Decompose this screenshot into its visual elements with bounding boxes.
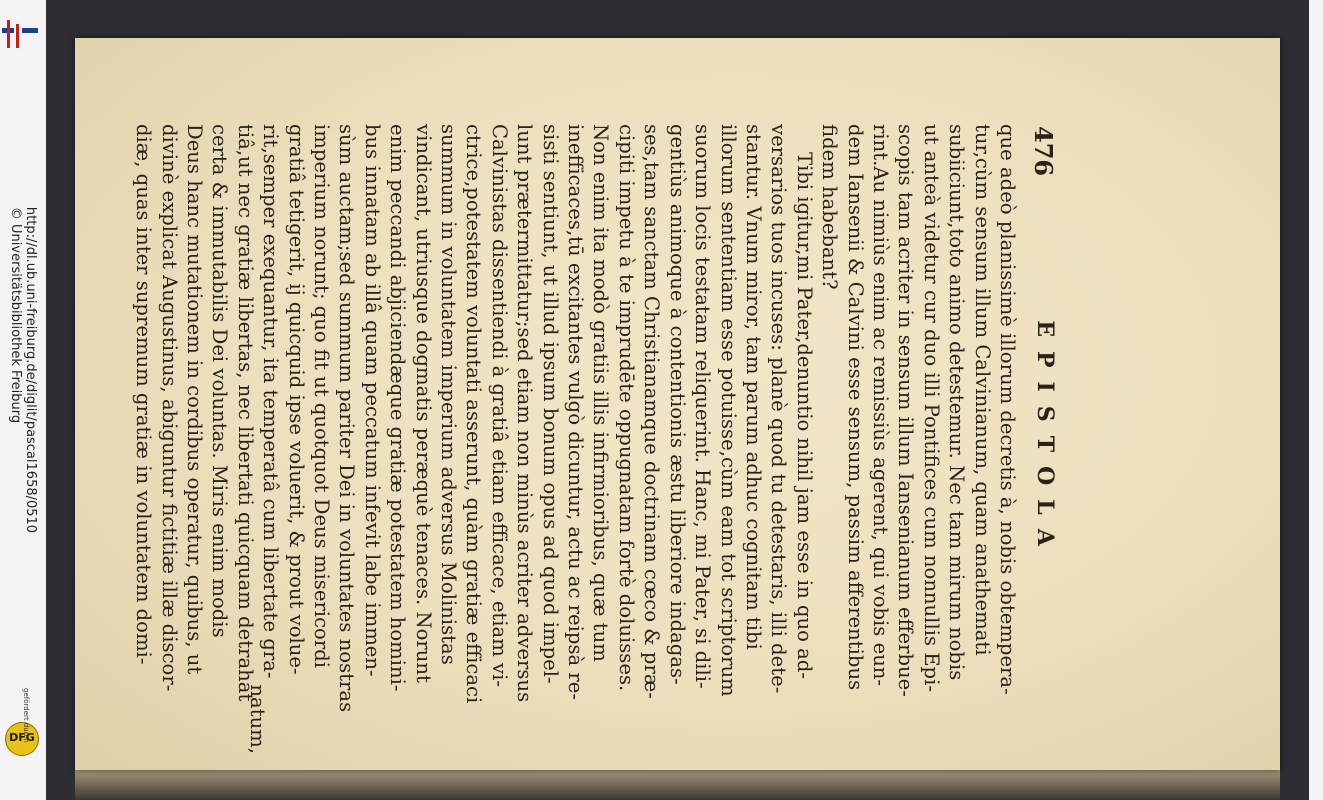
text-line: enim peccandi abjiciendæque gratiæ potestatem homini- bbox=[386, 124, 410, 692]
text-line: summum in voluntatem imperium adversus Molinistas bbox=[437, 124, 461, 665]
text-line: cipiti impetu à te imprudēte oppugnatam fortè doluisses. bbox=[614, 124, 638, 692]
text-line: scopis tam acriter in sensum illum Iansenianum efferbue- bbox=[894, 124, 918, 697]
text-line: Tibi igitur,mi Pater,denuntio nihil jam esse in quo ad- bbox=[792, 152, 816, 680]
page-number: 476 bbox=[1029, 126, 1058, 177]
sidebar-vertical-text bbox=[8, 207, 38, 533]
text-line: fidem habebant? bbox=[818, 124, 842, 290]
text-line: Calvinistas dissentiendi à gratiâ etiam efficace, etiam vi- bbox=[487, 124, 511, 688]
page-text-block bbox=[132, 120, 1060, 760]
dfg-funding-note: gefördert durch bbox=[22, 688, 30, 743]
digital-object-url[interactable]: http://dl.ub.uni-freiburg.de/diglit/pascal1658/0510 bbox=[23, 206, 39, 534]
text-line: diæ, quas inter supremum gratiæ in voluntatem domi- bbox=[132, 124, 156, 665]
running-header: EPISTOLA bbox=[1032, 320, 1058, 560]
text-line: gratiâ tetigerit, ij quicquid ipse voluerit, & prout volue- bbox=[284, 124, 308, 675]
text-line: ses,tam sanctam Christianamque doctrinam cœco & præ- bbox=[640, 124, 664, 699]
text-line: suorum locis testatam reliquerint. Hanc, mi Pater, si dili- bbox=[691, 124, 715, 689]
text-line: lunt prætermittatur;sed etiam non minùs acriter adversus bbox=[513, 124, 537, 703]
text-line: gentiùs animoque à contentionis æstu liberiore indagas- bbox=[665, 124, 689, 685]
text-line: que adeò planissimè illorum decretis à, nobis obtempera- bbox=[996, 124, 1019, 695]
text-line: subiiciunt,toto animo detestemur. Nec tam mirum nobis bbox=[945, 124, 969, 681]
text-line: dem Iansenii & Calvini esse sensum, passim afferentibus bbox=[843, 124, 867, 691]
left-info-strip bbox=[0, 0, 46, 800]
catchword: natum, bbox=[246, 684, 269, 754]
text-line: vindicant, utriusque dogmatis peræquè tenaces. Norunt bbox=[411, 124, 435, 683]
text-line: illorum sententiam esse potuisse,cùm eam tot scriptorum bbox=[716, 124, 740, 697]
dfg-badge-icon: DFG bbox=[5, 722, 39, 756]
text-line: ctrice,potestatem voluntati asserunt, quàm gratiæ efficaci bbox=[462, 124, 486, 704]
ub-freiburg-logo-icon bbox=[2, 14, 38, 54]
text-line: certa & immutabilis Dei voluntas. Miris enim modis bbox=[208, 124, 232, 638]
text-line: divinè explicat Augustinus, abiguntur fictitiæ illæ discor- bbox=[157, 124, 181, 692]
text-line: tiâ,ut nec gratiæ libertas, nec libertati quicquam detrahat bbox=[233, 124, 257, 702]
text-line: inefficaces,tū excitantes vulgò dicuntur, actu ac reipsà re- bbox=[564, 124, 588, 700]
text-line: rit,semper exequantur, ita temperatâ cum libertate gra- bbox=[259, 124, 283, 679]
right-info-strip bbox=[1309, 0, 1323, 800]
text-line: rint.Au nimiùs enim ac remissiùs agerent, qui vobis eun- bbox=[868, 124, 892, 687]
text-line: Non enim ita modò gratiis illis infirmioribus, quæ tum bbox=[589, 124, 613, 662]
copyright-notice: © Universitätsbibliothek Freiburg bbox=[8, 206, 24, 424]
body-text bbox=[131, 124, 1020, 760]
text-line: sùm auctam;sed summum pariter Dei in voluntates nostras bbox=[335, 124, 359, 713]
text-line: versarios tuos incuses: planè quod tu detestaris, illi dete- bbox=[767, 124, 791, 694]
text-line: sisti sentiunt, ut illud ipsum bonum opus ad quod impel- bbox=[538, 124, 562, 684]
text-line: stantur. Vnum miror, tam parum adhuc cognitam tibi bbox=[741, 124, 765, 650]
text-line: bus innatam ab illâ quam peccatum infevit labe immen- bbox=[360, 124, 384, 677]
text-line: tur,cùm sensum illum Calvinianum, quam anathemati bbox=[970, 124, 994, 656]
text-line: imperium norunt; quo fit ut quotquot Deus misericordi bbox=[310, 124, 334, 669]
text-line: ut anteà videtur cur duo illi Pontifices cum nonnullis Epi- bbox=[919, 124, 943, 692]
text-line: Deus hanc mutationem in cordibus operatur, quibus, ut bbox=[183, 124, 206, 675]
